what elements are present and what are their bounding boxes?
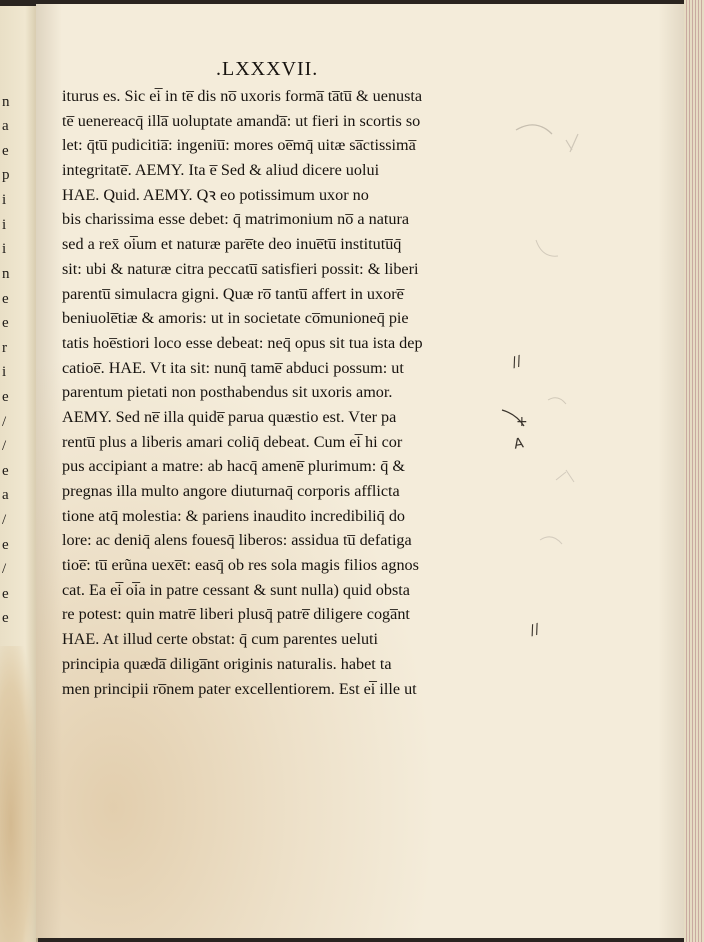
left-page-mark: i bbox=[2, 364, 7, 380]
left-page-mark: e bbox=[2, 610, 9, 626]
text-line: principia quæda̅ diliga̅nt originis naturalis. habet ta bbox=[62, 654, 392, 673]
margin-note: A bbox=[512, 435, 525, 453]
text-line: parentu̅ simulacra gigni. Quæ ro̅ tantu̅ affert in uxore̅ bbox=[62, 284, 404, 303]
left-page-mark: e bbox=[2, 143, 9, 159]
text-line: tioe̅: tu̅ erũna uexe̅t: easq̄ ob res sola magis filios agnos bbox=[62, 556, 419, 575]
left-page-mark: e bbox=[2, 291, 9, 307]
water-stain bbox=[0, 646, 36, 942]
text-line: rentu̅ plus a liberis amari coliq̄ debeat. Cum ei̅ hi cor bbox=[62, 432, 403, 451]
left-page-mark: i bbox=[2, 192, 7, 208]
text-line: beniuole̅tiæ & amoris: ut in societate co̅munioneq̄ pie bbox=[62, 309, 409, 328]
left-page-mark: n bbox=[2, 94, 10, 110]
left-page-mark: i bbox=[2, 217, 7, 233]
text-line: AEMY. Sed ne̅ illa quide̅ parua quæstio est. Vter pa bbox=[62, 407, 397, 426]
text-line: integritate̅. AEMY. Ita e̅ Sed & aliud dicere uolui bbox=[62, 161, 380, 180]
left-page-mark: i bbox=[2, 241, 7, 257]
margin-note: // bbox=[510, 353, 524, 371]
left-page-mark: e bbox=[2, 315, 9, 331]
left-page-mark: n bbox=[2, 266, 10, 282]
text-line: re potest: quin matre̅ liberi plusq̄ patre̅ diligere coga̅nt bbox=[62, 605, 410, 624]
left-page-mark: / bbox=[2, 512, 7, 528]
text-block bbox=[62, 84, 486, 701]
text-line: bis charissima esse debet: q̄ matrimonium no̅ a natura bbox=[62, 210, 410, 229]
text-line: men principii ro̅nem pater excellentiorem. Est ei̅ ille ut bbox=[62, 679, 417, 698]
left-page-mark: a bbox=[2, 487, 9, 503]
folio-number: .LXXXVII. bbox=[216, 58, 319, 80]
text-line: iturus es. Sic ei̅ in te̅ dis no̅ uxoris forma̅ ta̅tu̅ & uenusta bbox=[62, 87, 423, 105]
text-line: pregnas illa multo angore diuturnaq̄ corporis afflicta bbox=[62, 482, 400, 500]
text-line: let: q̄tu̅ pudicitia̅: ingeniu̅: mores oe̅mq̄ uitæ sa̅ctissima̅ bbox=[62, 136, 416, 155]
text-line: pus accipiant a matre: ab hacq̄ amene̅ plurimum: q̄ & bbox=[62, 457, 405, 476]
left-page-mark: / bbox=[2, 414, 7, 430]
text-line: HAE. At illud certe obstat: q̄ cum parentes ueluti bbox=[62, 630, 379, 649]
left-page-mark: r bbox=[2, 340, 7, 356]
left-page-mark: e bbox=[2, 463, 9, 479]
margin-note: + bbox=[516, 414, 528, 430]
facing-page-edge bbox=[0, 6, 38, 942]
left-page-mark: / bbox=[2, 438, 7, 454]
text-line: HAE. Quid. AEMY. Qꝛ eo potissimum uxor no bbox=[62, 185, 369, 204]
left-page-mark: a bbox=[2, 118, 9, 134]
text-line: lore: ac deniq̄ alens fouesq̄ liberos: assidua tu̅ defatiga bbox=[62, 531, 412, 550]
left-page-mark: e bbox=[2, 537, 9, 553]
page-edges bbox=[684, 0, 704, 942]
text-line: cat. Ea ei̅ oi̅a in patre cessant & sunt nulla) quid obsta bbox=[62, 580, 410, 599]
text-line: sit: ubi & naturæ citra peccatu̅ satisfieri possit: & liberi bbox=[62, 259, 419, 278]
text-line: tione atq̄ molestia: & pariens inaudito incredibiliq̄ do bbox=[62, 506, 406, 525]
left-page-mark: p bbox=[2, 167, 10, 183]
text-line: parentum pietati non posthabendus sit uxoris amor. bbox=[62, 383, 393, 402]
text-line: sed a rex̄ oi̅um et naturæ pare̅te deo inue̅tu̅ institutu̅q̄ bbox=[62, 235, 402, 254]
left-page-mark: e bbox=[2, 586, 9, 602]
left-page-mark: / bbox=[2, 561, 7, 577]
margin-note: // bbox=[528, 621, 542, 639]
left-page-mark: e bbox=[2, 389, 9, 405]
text-line: catioe̅. HAE. Vt ita sit: nunq̄ tame̅ abduci possum: ut bbox=[62, 358, 404, 377]
text-line: te̅ uenereacq̄ illa̅ uoluptate amanda̅: ut fieri in scortis so bbox=[62, 111, 421, 130]
faint-annotation-strokes bbox=[496, 100, 606, 580]
text-line: tatis hoe̅stiori loco esse debeat: neq̄ opus sit tua ista dep bbox=[62, 333, 423, 352]
